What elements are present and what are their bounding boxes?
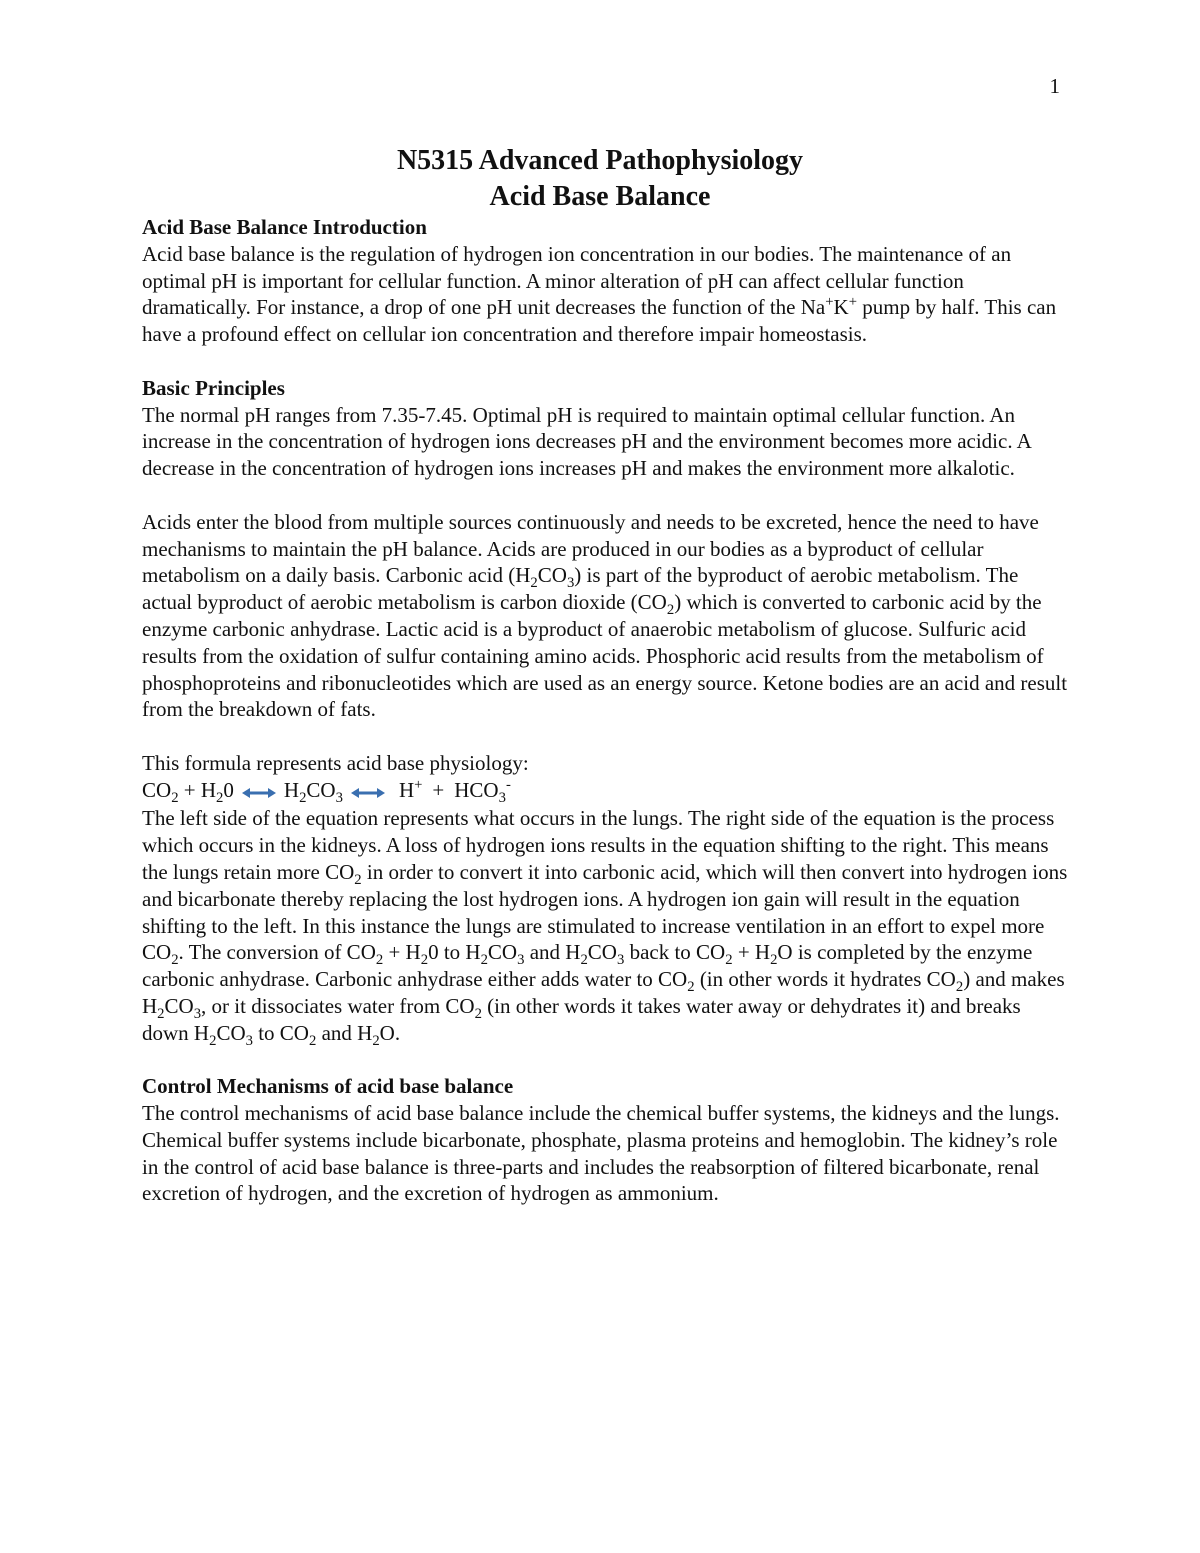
intro-heading: Acid Base Balance Introduction <box>142 215 427 239</box>
equation-explanation-paragraph: The left side of the equation represents what occurs in the lungs. The right side of the equation is the process which occurs in the kidneys. A loss of hydrogen ions results in the equation shifting to the right. This means the lungs retain more $CO_2$ in order to convert it into carbonic acid, which will then convert into hydrogen ions and bicarbonate thereby replacing the lost hydrogen ions. A hydrogen ion gain will result in the equation shifting to the left. In this instance the lungs are stimulated to increase ventilation in an effort to expel more $CO_2$. The conversion of $CO_2 + H_20$ to $H_2CO_3$ and $H_2CO_3$ back to $CO_2 + H_2O$ is completed by the enzyme carbonic anhydrase. Carbonic anhydrase either adds water to $CO_2$ (in other words it hydrates $CO_2$) and makes $H_2CO_3$, or it dissociates water from $CO_2$ (in other words it takes water away or dehydrates it) and breaks down $H_2CO_3$ to $CO_2$ and $H_2O$. <box>142 806 1068 1049</box>
title-line-2: Acid Base Balance <box>489 181 711 212</box>
document-body <box>142 214 1072 1207</box>
control-mechanisms-paragraph: The control mechanisms of acid base balance include the chemical buffer systems, the kidneys and the lungs. Chemical buffer systems include bicarbonate, phosphate, plasma proteins and hemoglobin. The kidney’s role in the control of acid base balance is three-parts and includes the reabsorption of filtered bicarbonate, renal excretion of hydrogen, and the excretion of hydrogen as ammonium. <box>142 1101 1060 1206</box>
title-line-1: N5315 Advanced Pathophysiology <box>396 145 804 176</box>
acid-sources-paragraph: Acids enter the blood from multiple sources continuously and needs to be excreted, hence the need to have mechanisms to maintain the pH balance. Acids are produced in our bodies as a byproduct of cellular metabolism on a daily basis. Carbonic acid $(H_2CO_3)$ is part of the byproduct of aerobic metabolism. The actual byproduct of aerobic metabolism is carbon dioxide $(CO_2)$ which is converted to carbonic acid by the enzyme carbonic anhydrase. Lactic acid is a byproduct of anaerobic metabolism of glucose. Sulfuric acid results from the oxidation of sulfur containing amino acids. Phosphoric acid results from the metabolism of phosphoproteins and ribonucleotides which are used as an energy source. Ketone bodies are an acid and result from the breakdown of fats. <box>142 509 1068 722</box>
page-number: 1 <box>1049 74 1060 98</box>
control-mechanisms-heading: Control Mechanisms of acid base balance <box>142 1074 514 1099</box>
double-arrow-icon <box>242 779 276 806</box>
double-arrow-icon <box>351 779 385 806</box>
document-title <box>0 143 1200 215</box>
formula-intro: This formula represents acid base physiology: <box>142 750 529 775</box>
basic-principles-paragraph: The normal pH ranges from 7.35-7.45. Optimal pH is required to maintain optimal cellular function. An increase in the concentration of hydrogen ions decreases pH and the environment becomes more acidic. A decrease in the concentration of hydrogen ions increases pH and makes the environment more alkalotic. <box>142 402 1031 481</box>
acid-base-equation: $CO_2 + H_20$ $H_2CO_3$ $H^+ + HCO_3^-$ <box>142 776 511 806</box>
intro-paragraph: Acid base balance is the regulation of hydrogen ion concentration in our bodies. The maintenance of an optimal pH is important for cellular function. A minor alteration of pH can affect cellular function dramatically. For instance, a drop of one pH unit decreases the function of the Na+K+ pump by half. This can have a profound effect on cellular ion concentration and therefore impair homeostasis. <box>142 241 1057 347</box>
basic-principles-heading: Basic Principles <box>142 375 285 400</box>
